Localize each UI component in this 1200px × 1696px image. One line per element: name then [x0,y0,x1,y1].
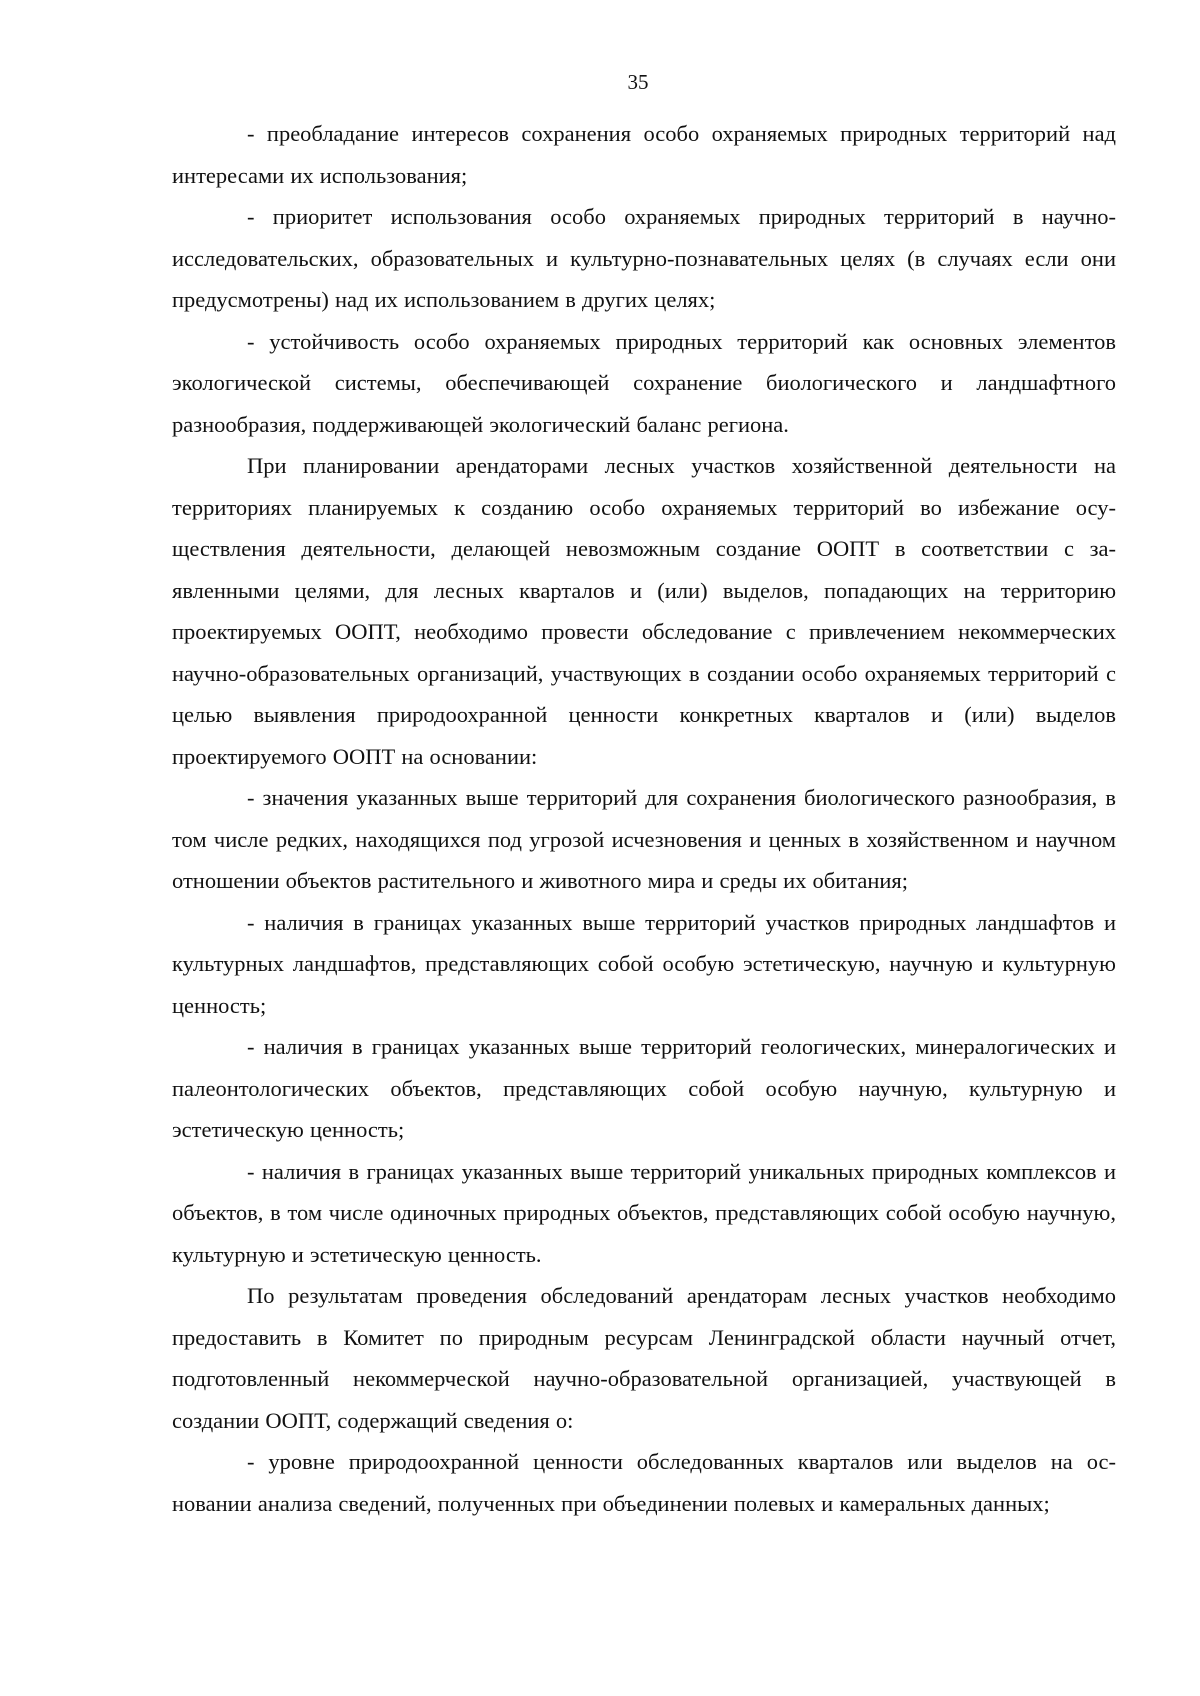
paragraph-list-item-biodiversity: - значения указанных выше территорий для сохранения биологического разнообразия, в том числе редких, находящихся под угрозой исчезновения и ценных в хозяйственном и научном отношении объектов растительного и животного мира и среды их обитания; [172,785,1116,893]
paragraph-list-item-conservation-value: - уровне природоохранной ценности обследованных кварталов или выделов на основании анализа сведений, полученных при объединении полевых и камеральных данных; [172,1449,1116,1516]
document-body [172,113,1116,1524]
paragraph-list-item-3: - устойчивость особо охраняемых природных территорий как основных элементов экологической системы, обеспечивающей сохранение биологического и ландшафтного разнообразия, поддерживающей экологический баланс региона. [172,328,1116,437]
page-number: 35 [627,70,649,94]
paragraph-list-item-1: - преобладание интересов сохранения особо охраняемых природных территорий над интересами их использования; [172,121,1116,188]
paragraph-planning: При планировании арендаторами лесных участков хозяйственной деятельности на территориях планируемых к созданию особо охраняемых территорий во избежание осуществления деятельности, делающей невозможным создание ООПТ в соответствии с заявленными целями, для лесных кварталов и (или) выделов, попадающих на территорию проектируемых ООПТ, необходимо провести обследование с привлечением некоммерческих научно-образовательных организаций, участвующих в создании особо охраняемых территорий с целью выявления природоохранной ценности конкретных кварталов и (или) выделов проектируемого ООПТ на основании: [172,453,1116,769]
paragraph-list-item-landscapes: - наличия в границах указанных выше территорий участков природных ландшафтов и культурных ландшафтов, представляющих собой особую эстетическую, научную и культурную ценность; [172,909,1116,1018]
paragraph-list-item-geology: - наличия в границах указанных выше территорий геологических, минералогических и палеонтологических объектов, представляющих собой особую научную, культурную и эстетическую ценность; [172,1034,1116,1142]
paragraph-list-item-unique-complexes: - наличия в границах указанных выше территорий уникальных природных комплексов и объектов, в том числе одиночных природных объектов, представляющих собой особую научную, культурную и эстетическую ценность. [172,1158,1116,1267]
paragraph-list-item-2: - приоритет использования особо охраняемых природных территорий в научно-исследовательских, образовательных и культурно-познавательных целях (в случаях если они предусмотрены) над их использованием в других целях; [172,204,1116,312]
paragraph-survey-results: По результатам проведения обследований арендаторам лесных участков необходимо предоставить в Комитет по природным ресурсам Ленинградской области научный отчет, подготовленный некоммерческой научно-образовательной организацией, участвующей в создании ООПТ, содержащий сведения о: [172,1283,1116,1433]
